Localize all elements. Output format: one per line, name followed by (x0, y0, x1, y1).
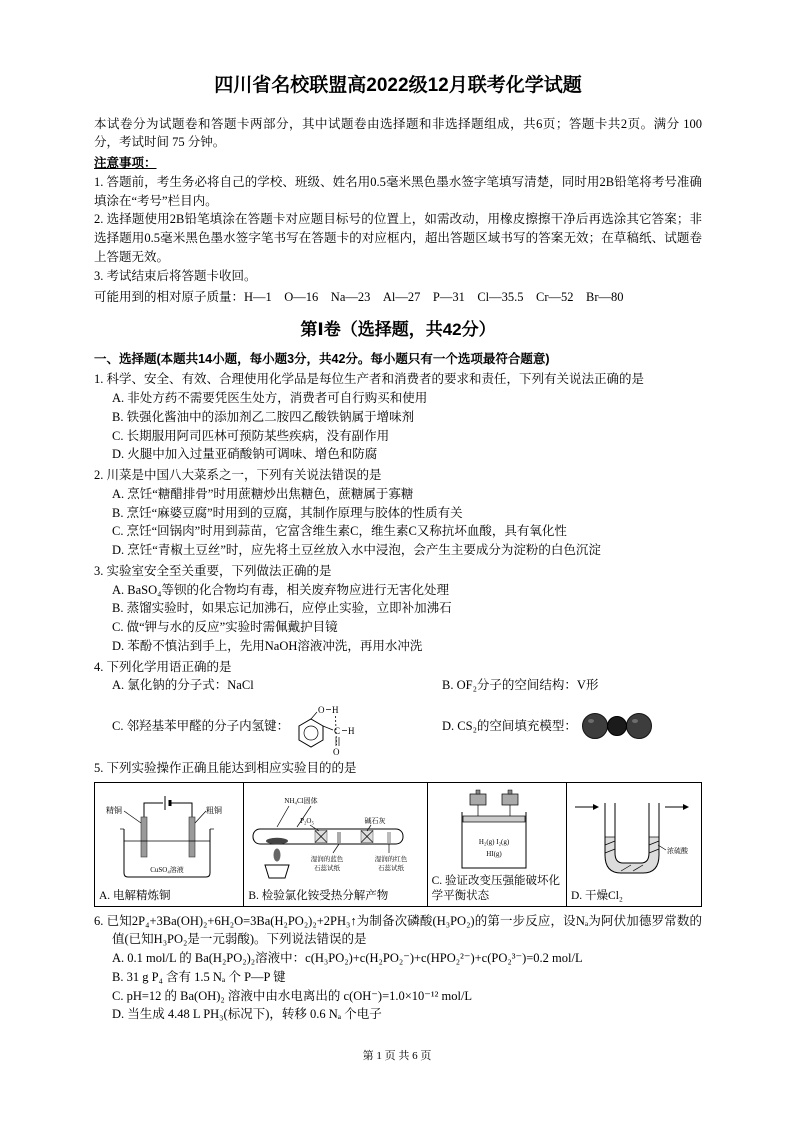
page-title: 四川省名校联盟高2022级12月联考化学试题 (214, 75, 582, 96)
electrolysis-svg (100, 793, 238, 879)
q5-option-c-label: C. 验证改变压强能破坏化学平衡状态 (431, 874, 561, 902)
sulfur-sphere-left (582, 714, 607, 739)
atomic-masses-line: 可能用到的相对原子质量：H—1 O—16 Na—23 Al—27 P—31 Cl—35.5 Cr—52 Br—80 (94, 290, 624, 305)
question-4-option-c-label: C. 邻羟基苯甲醛的分子内氢键： (112, 718, 290, 733)
u-tube-drying-diagram (571, 786, 697, 887)
red-litmus-label-2: 石蕊试纸 (378, 865, 405, 873)
notice-title: 注意事项： (94, 156, 157, 170)
sphere-highlight (588, 719, 594, 723)
question-4-option-d-label: D. CS₂的空间填充模型： (442, 718, 577, 733)
question-4-option-a: A. 氯化钠的分子式：NaCl (112, 678, 254, 693)
nh4cl-solid (266, 838, 288, 844)
outlet-arrowhead (683, 804, 689, 810)
q5-cell-d (567, 783, 701, 906)
q5-cell-b (244, 783, 427, 906)
question-2 (94, 466, 702, 560)
q5-option-a-label: A. 电解精炼铜 (99, 889, 171, 902)
question-6 (94, 912, 702, 1025)
sphere-highlight (632, 719, 638, 723)
weight-left-knob (476, 790, 480, 794)
page-footer: 第 1 页 共 6 页 (362, 1050, 432, 1062)
section-1-title: 第Ⅰ卷（选择题，共42分） (300, 320, 496, 339)
u-tube-svg (571, 793, 697, 879)
question-2-option-a: A. 烹饪“糖醋排骨”时用蔗糖炒出焦糖色，蔗糖属于寡糖 (112, 486, 414, 501)
question-4-option-d (424, 711, 702, 741)
weight-right-knob (508, 790, 512, 794)
question-2-option-b: B. 烹饪“麻婆豆腐”时用到的豆腐，其制作原理与胶体的性质有关 (112, 505, 463, 520)
crude-copper-electrode (189, 817, 195, 857)
gases-label-1: H₂(g) I₂(g) (478, 837, 509, 846)
hydroxybenzaldehyde-structure (293, 695, 359, 757)
weight-left (470, 794, 486, 805)
q5-option-b-label: B. 检验氯化铵受热分解产物 (248, 889, 389, 902)
question-6-option-a: A. 0.1 mol/L 的 Ba(H₂PO₂)₂溶液中：c(H₃PO₂)+c(H₂PO₂⁻)+c(HPO₂²⁻)+c(PO₂³⁻)=0.2 mol/L (112, 951, 583, 966)
question-3-option-b: B. 蒸馏实验时，如果忘记加沸石，应停止实验，立即补加沸石 (112, 601, 452, 616)
part-heading: 一、选择题(本题共14小题，每小题3分，共42分。每小题只有一个选项最符合题意) (94, 351, 550, 366)
piston (463, 816, 525, 822)
question-3-option-d: D. 苯酚不慎沾到手上，先用NaOH溶液冲洗，再用水冲洗 (112, 638, 423, 653)
question-1-option-c: C. 长期服用阿司匹林可预防某些疾病，没有副作用 (112, 428, 390, 443)
left-electrode-label: 精铜 (106, 806, 123, 816)
nh4cl-decomposition-diagram (248, 786, 422, 887)
question-4-options-row-1 (94, 676, 702, 695)
question-2-option-c: C. 烹饪“回锅肉”时用到蒜苗，它富含维生素C，维生素C又称抗坏血酸，具有氧化性 (112, 524, 567, 539)
atom-h-right: H (348, 726, 355, 736)
q5-cell-a (95, 783, 244, 906)
gases-label-2: HI(g) (486, 849, 502, 858)
acid-label: 浓硫酸 (667, 847, 688, 856)
intro-paragraph: 本试卷分为试题卷和答题卡两部分，其中试题卷由选择题和非选择题组成，共6页；答题卡共2页。满分 100 分，考试时间 75 分钟。 (94, 116, 702, 150)
q5-option-d-label: D. 干燥Cl₂ (571, 889, 623, 902)
q5-cell-c (428, 783, 567, 906)
question-2-stem: 2. 川菜是中国八大菜系之一，下列有关说法错误的是 (94, 468, 382, 482)
aldehyde-group (323, 726, 355, 757)
pure-copper-electrode (141, 817, 147, 857)
question-1-option-b: B. 铁强化酱油中的添加剂乙二胺四乙酸铁钠属于增味剂 (112, 409, 415, 424)
blue-litmus-label-2: 石蕊试纸 (314, 865, 341, 873)
p2o5-label: P₂O₅ (300, 817, 315, 826)
u-tube-inner-wall (615, 803, 649, 863)
soda-lime-label: 碱石灰 (364, 817, 386, 826)
atom-o-top: O (318, 705, 325, 715)
question-6-option-b: B. 31 g P₄ 含有 1.5 Nₐ 个 P—P 键 (112, 969, 286, 984)
question-1-option-a: A. 非处方药不需要凭医生处方，消费者可自行购买和使用 (112, 391, 428, 405)
blue-litmus-strip (337, 832, 341, 843)
cs2-space-filling-model (581, 711, 653, 741)
atom-c: C (334, 726, 341, 736)
notice-item-1: 1. 答题前，考生务必将自己的学校、班级、姓名用0.5毫米黑色墨水签字笔填写清楚，同时用2B铅笔将考号准确填涂在“考号”栏目内。 (94, 174, 702, 208)
question-3-option-c: C. 做“钾与水的反应”实验时需佩戴护目镜 (112, 620, 338, 634)
pressure-equilibrium-diagram (432, 786, 562, 872)
question-5-stem: 5. 下列实验操作正确且能达到相应实验目的的是 (94, 761, 357, 775)
pressure-svg (432, 786, 562, 872)
question-2-option-d: D. 烹饪“青椒土豆丝”时，应先将土豆丝放入水中浸泡，会产生主要成分为淀粉的白色沉淀 (112, 543, 601, 557)
question-6-stem: 6. 已知2P₄+3Ba(OH)₂+6H₂O=3Ba(H₂PO₂)₂+2PH₃↑为制备次磷酸(H₃PO₂)的第一步反应，设Nₐ为阿伏加德罗常数的值(已知H₃PO₂是一元弱酸)。下列说法错误的是 (94, 913, 702, 947)
question-4 (94, 658, 702, 758)
question-5 (94, 759, 702, 907)
carbon-sphere-center (607, 717, 626, 736)
blue-litmus-label-1: 湿润的蓝色 (311, 856, 344, 864)
question-3-option-a: A. BaSO₄等钡的化合物均有毒，相关废弃物应进行无害化处理 (112, 582, 450, 597)
weight-right (502, 794, 518, 805)
alcohol-lamp (265, 865, 289, 878)
notice-item-3: 3. 考试结束后将答题卡收回。 (94, 268, 257, 283)
question-6-option-d: D. 当生成 4.48 L PH₃(标况下)，转移 0.6 Nₐ 个电子 (112, 1007, 382, 1022)
red-litmus-label-1: 湿润的红色 (375, 856, 408, 864)
question-1-option-d: D. 火腿中加入过量亚硝酸钠可调味、增色和防腐 (112, 447, 378, 462)
question-4-option-c (94, 695, 424, 757)
question-1 (94, 370, 702, 464)
benzene-ring (299, 719, 323, 747)
question-4-options-row-2 (94, 695, 702, 757)
inlet-arrowhead (593, 804, 599, 810)
notice-item-2: 2. 选择题使用2B铅笔填涂在答题卡对应题目标号的位置上，如需改动，用橡皮擦擦干净后再选涂其它答案；非选择题用0.5毫米黑色墨水签字笔书写在答题卡的对应框内，超出答题区域书写的答案无效；在草稿纸、试题卷上答题无效。 (94, 212, 702, 264)
right-electrode-label: 粗铜 (206, 806, 223, 816)
red-litmus-strip (387, 832, 391, 843)
solution-label: CuSO₄溶液 (150, 866, 184, 875)
electrolysis-diagram (99, 786, 239, 887)
question-4-stem: 4. 下列化学用语正确的是 (94, 659, 232, 674)
atom-h-top: H (332, 705, 339, 715)
nh4cl-solid-label: NH₄Cl固体 (284, 797, 319, 806)
acid-liquid (605, 837, 659, 873)
nh4cl-svg (249, 793, 421, 879)
question-1-stem: 1. 科学、安全、有效、合理使用化学品是每位生产者和消费者的要求和责任，下列有关说法正确的是 (94, 372, 645, 387)
atom-o-bottom: O (333, 747, 340, 757)
question-6-option-c: C. pH=12 的 Ba(OH)₂ 溶液中由水电离出的 c(OH⁻)=1.0×10⁻¹² mol/L (112, 988, 473, 1003)
burner-flame (274, 849, 281, 862)
question-3-stem: 3. 实验室安全至关重要，下列做法正确的是 (94, 563, 332, 578)
question-3 (94, 562, 702, 656)
sulfur-sphere-right (626, 714, 651, 739)
hydroxyl-group (311, 705, 339, 719)
question-4-option-b: B. OF₂分子的空间结构：V形 (442, 678, 599, 693)
question-5-table (94, 782, 702, 907)
